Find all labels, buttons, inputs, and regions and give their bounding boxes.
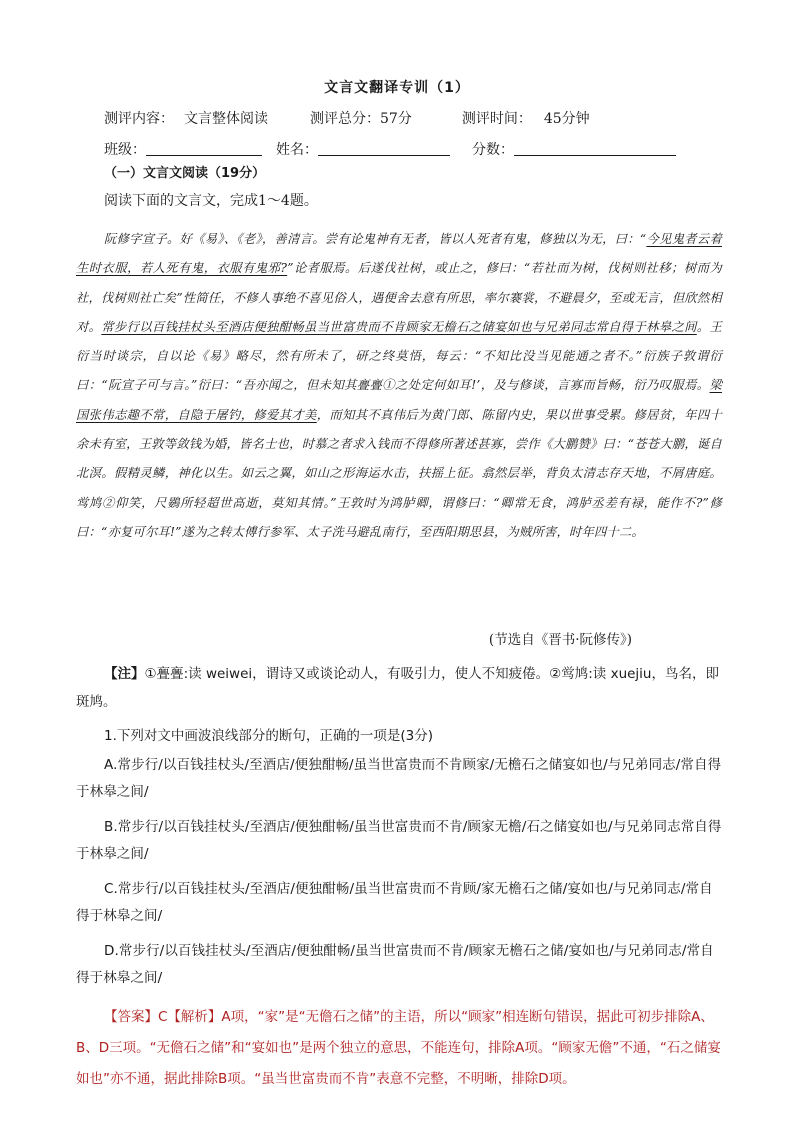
passage-underlined-1: 今见鬼者云着生时衣服，若人死有鬼，衣服有鬼邪? [76,232,723,276]
name-field[interactable] [318,142,450,156]
option-c[interactable]: C.常步行/以百钱挂杖头/至酒店/便独酣畅/虽当世富贵而不肯顾/家无檐石之储/宴如也/与兄弟同志/常自得于林皋之间/ [76,881,713,924]
time-label: 测评时间： [461,111,532,127]
time-value: 45分钟 [543,111,590,127]
note-tag: 【注】 [104,666,145,682]
class-label: 班级： [104,142,146,158]
page-title: 文言文翻译专训（1） [324,80,470,96]
student-fields [104,139,676,159]
answer-explanation: 【答案】C【解析】A项，“家”是“无儋石之储”的主语，所以“顾家”相连断句错误，据此可初步排除A、B、D三项。“无儋石之储”和“宴如也”是两个独立的意思，不能连句，排除A项。“顾家无儋”不通，“石之储宴如也”亦不通，据此排除B项。“虽当世富贵而不肯”表意不完整，不明晰，排除D项。 [76,1009,721,1087]
option-a[interactable]: A.常步行/以百钱挂杖头/至酒店/便独酣畅/虽当世富贵而不肯顾家/无檐石之储宴如也/与兄弟同志/常自得于林皋之间/ [76,757,722,800]
total-label: 测评总分： [310,111,380,127]
question-stem: 1.下列对文中画波浪线部分的断句，正确的一项是(3分) [104,728,434,744]
score-field[interactable] [514,142,676,156]
passage-wavy-line: 常步行以百钱挂杖头至酒店便独酣畅虽当世富贵而不肯顾家无檐石之储宴如也与兄弟同志常自得于林皋之间 [101,319,697,334]
passage-part-3: ”论者服焉。后遂伐社树，或止之，修曰：“若社而为树，伐树则社移；树而为社，伐树则社亡矣”性简任，不修人事绝不喜见俗人，遇便舍去意有所思，率尔褰裳，不避晨夕，至或无言，但欣然相对。 [76,261,722,334]
section-title: （一）文言文阅读（19分） [104,166,266,181]
option-d[interactable]: D.常步行/以百钱挂杖头/至酒店/便独酣畅/虽当世富贵而不肯/顾家无檐石之储/宴如也/与兄弟同志/常自得于林皋之间/ [76,943,714,986]
note-text: ①亹亹:读 weiwei，谓诗又或谈论动人，有吸引力，使人不知疲倦。②鸴鸠:读 xuejiu，鸟名，即斑鸠。 [76,666,719,710]
option-b[interactable]: B.常步行/以百钱挂杖头/至酒店/便独酣畅/虽当世富贵而不肯/顾家无檐/石之储宴如也/与兄弟同志常自得于林皋之间/ [76,819,722,862]
passage-underlined-2: 梁国张伟志趣不常，自隐于屠钓，修爱其才美 [76,378,722,422]
instruction: 阅读下面的文言文，完成1～4题。 [104,193,318,209]
total-value: 57分 [380,111,412,127]
passage-part-7: ，而知其不真伟后为黄门郎、陈留内史，果以世事受累。修居贫，年四十余未有室，王敦等敛钱为婚，皆名士也，时慕之者求入钱而不得修所著述甚寡，尝作《大鹏赞》曰：“苍苍大鹏，诞自北溟。假精灵鳞，神化以生。如云之翼，如山之形海运水击，扶摇上征。翕然层举，背负太清志存天地，不屑唐庭。鸴鸠②仰笑，尺鷃所轻超世高逝，莫知其情。”王敦时为鸿胪卿，谓修曰：“卿常无食，鸿胪丞差有禄，能作不?”修曰：“亦复可尔耳!”遂为之转太傅行参军、太子洗马避乱南行，至西阳期思县，为贼所害，时年四十二。 [76,407,722,539]
footnote [76,660,722,716]
exam-meta [104,108,590,128]
passage-source: (节选自《晋书·阮修传》) [488,632,632,648]
content-label: 测评内容： [104,111,174,127]
passage-part-5: 。王衍当时谈宗，自以论《易》略尽，然有所未了，研之终莫悟，每云：“不知比没当见能通之者不。”衍族子敦谓衍曰：“阮宣子可与言。”衍曰：“吾亦闻之，但未知其亹亹①之处定何如耳!’，及与修谈，言寡而旨畅，衍乃叹服焉。 [76,319,722,393]
passage-part-1: 阮修字宣子。好《易》、《老》，善清言。尝有论鬼神有无者，皆以人死者有鬼，修独以为无，曰：“ [104,232,647,246]
class-field[interactable] [146,142,262,156]
name-label: 姓名： [276,142,318,158]
content-value: 文言整体阅读 [184,111,268,127]
score-label: 分数： [472,142,514,158]
classical-passage [76,225,722,547]
